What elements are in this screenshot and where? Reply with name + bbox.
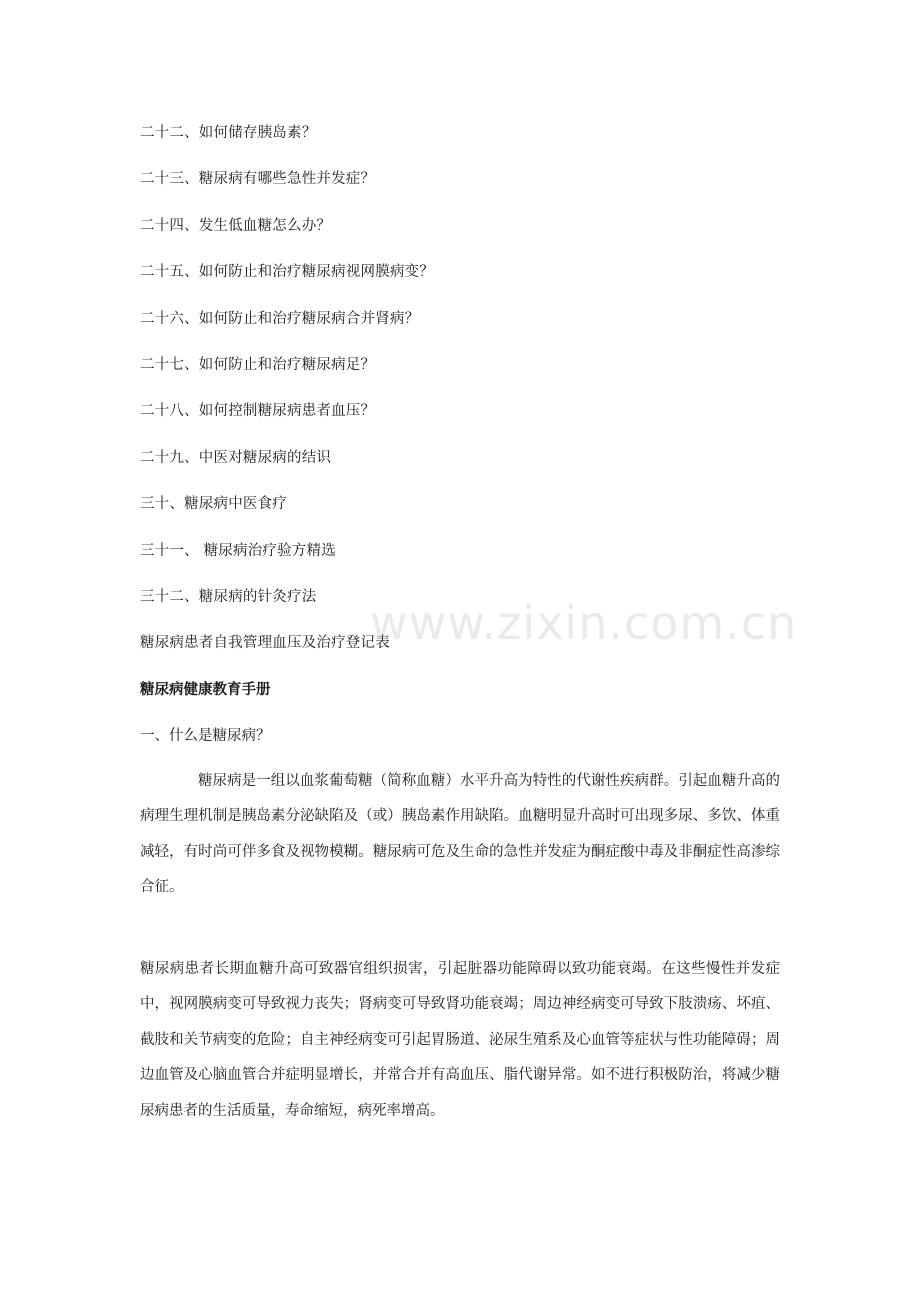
toc-item-25: 二十五、如何防止和治疗糖尿病视网膜病变？ bbox=[140, 264, 434, 281]
table-of-contents bbox=[140, 118, 800, 675]
toc-item-32: 三十二、糖尿病的针灸疗法 bbox=[140, 588, 317, 605]
body-paragraph-complications: 糖尿病患者长期血糖升高可致器官组织损害，引起脏器功能障碍以致功能衰竭。在这些慢性并发症中，视网膜病变可导致视力丧失；肾病变可导致肾功能衰竭；周边神经病变可导致下肢溃疡、坏疽、截肢和关节病变的危险；自主神经病变可引起胃肠道、泌尿生殖系及心血管等症状与性功能障碍；周边血管及心脑血管合并症明显增长，并常合并有高血压、脂代谢异常。如不进行积极防治，将减少糖尿病患者的生活质量，寿命缩短，病死率增高。 bbox=[140, 961, 780, 1119]
toc-item-30: 三十、糖尿病中医食疗 bbox=[140, 496, 287, 513]
toc-item-31: 三十一、 糖尿病治疗验方精选 bbox=[140, 542, 336, 559]
section-heading: 一、什么是糖尿病？ bbox=[140, 728, 271, 744]
toc-item-26: 二十六、如何防止和治疗糖尿病合并肾病？ bbox=[140, 310, 420, 327]
toc-item-23: 二十三、糖尿病有哪些急性并发症？ bbox=[140, 171, 376, 188]
toc-item-27: 二十七、如何防止和治疗糖尿病足？ bbox=[140, 356, 376, 373]
body-paragraph-definition: 糖尿病是一组以血浆葡萄糖（简称血糖）水平升高为特性的代谢性疾病群。引起血糖升高的病理生理机制是胰岛素分泌缺陷及（或）胰岛素作用缺陷。血糖明显升高时可出现多尿、多饮、体重减轻，有时尚可伴多食及视物模糊。糖尿病可危及生命的急性并发症为酮症酸中毒及非酮症性高渗综合征。 bbox=[140, 773, 780, 896]
watermark: www.zixin.com.cn bbox=[370, 596, 798, 650]
toc-item-22: 二十二、如何储存胰岛素？ bbox=[140, 125, 317, 141]
toc-item-29: 二十九、中医对糖尿病的结识 bbox=[140, 449, 332, 466]
toc-item-28: 二十八、如何控制糖尿病患者血压？ bbox=[140, 403, 376, 420]
toc-item-24: 二十四、发生低血糖怎么办？ bbox=[140, 217, 332, 234]
manual-title: 糖尿病健康教育手册 bbox=[140, 682, 271, 698]
toc-item-register-form: 糖尿病患者自我管理血压及治疗登记表 bbox=[140, 635, 390, 652]
